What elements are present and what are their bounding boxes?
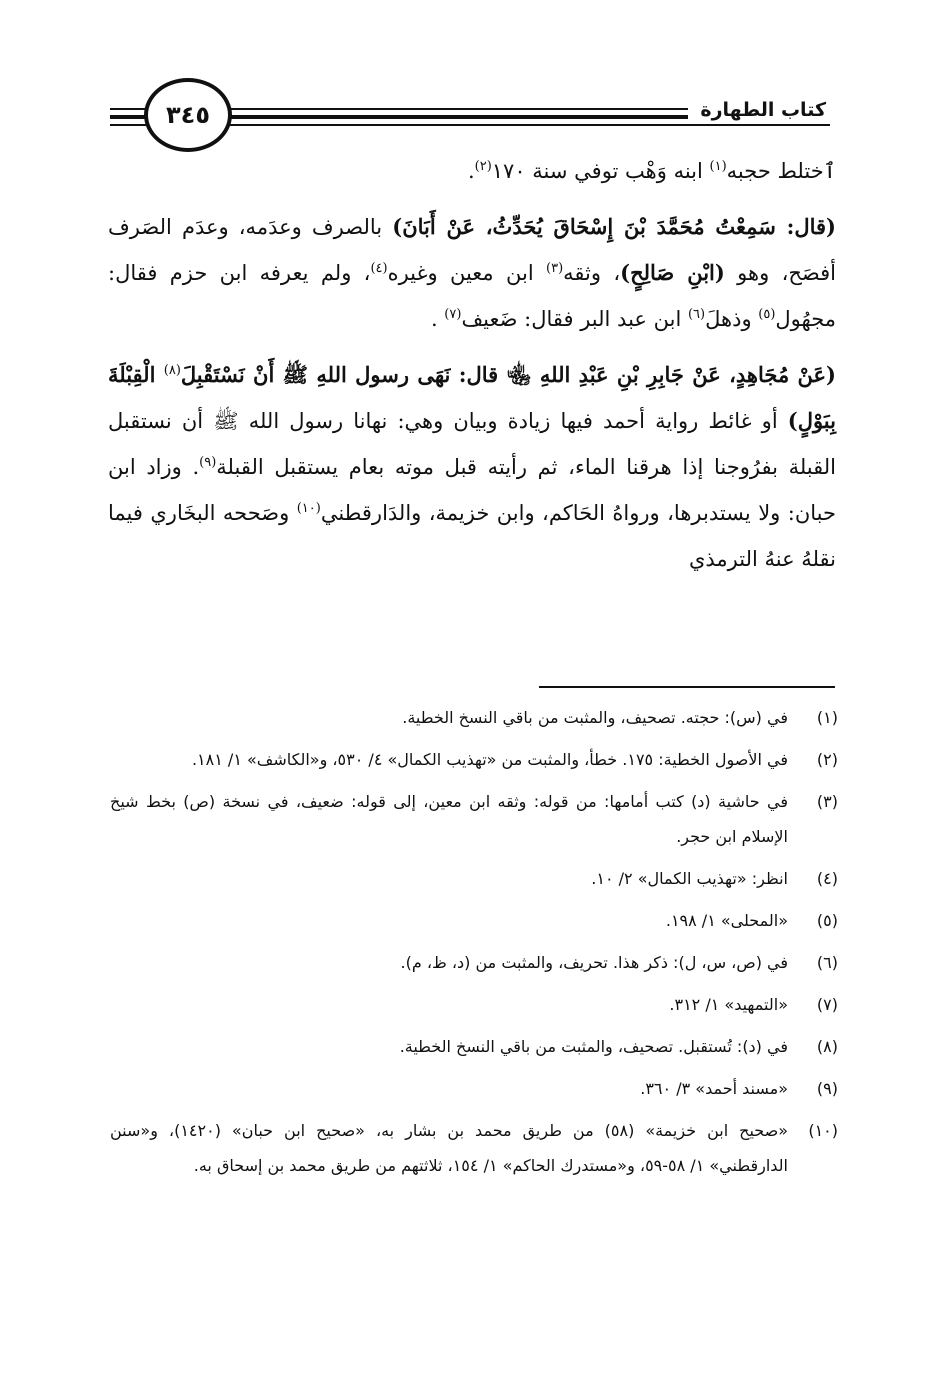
footnote-number: (٥): [816, 911, 838, 930]
main-text: [108, 148, 836, 592]
footnote-marker: (٥): [758, 307, 776, 322]
footnote-number: (٧): [816, 995, 838, 1014]
footnote-number: (٩): [816, 1079, 838, 1098]
footnote-text: في الأصول الخطية: ١٧٥. خطأ، والمثبت من «تهذيب الكمال» ٤/ ٥٣٠، و«الكاشف» ١/ ١٨١.: [191, 750, 788, 769]
footnote-text: في (س): حجته. تصحيف، والمثبت من باقي النسخ الخطية.: [402, 708, 788, 727]
footnote: [110, 1029, 838, 1064]
footnote-marker: (٤): [370, 261, 388, 276]
main-paragraph: [108, 204, 836, 342]
footnote-text: في (د): تُستقبل. تصحيف، والمثبت من باقي النسخ الخطية.: [399, 1037, 788, 1056]
commentary-text: أو غائط رواية أحمد فيها زيادة وبيان وهي: نهانا رسول الله ﷺ أن نستقبل القبلة بفرُوجنا إذا هرقنا الماء، ثم رأيته قبل موته بعام يستقبل القبلة: [108, 409, 836, 479]
main-paragraph: [108, 148, 836, 194]
commentary-text: ٱختلط حجبه: [726, 159, 836, 183]
footnote-text: «التمهيد» ١/ ٣١٢.: [669, 995, 788, 1014]
commentary-text: ابنه وَهْب توفي سنة ١٧٠: [491, 159, 710, 183]
footnote: [110, 742, 838, 777]
footnote: [110, 861, 838, 896]
footnote-text: «المحلى» ١/ ١٩٨.: [665, 911, 788, 930]
footnote: [110, 903, 838, 938]
footnote-number: (٣): [816, 792, 838, 811]
book-title: كتاب الطهارة: [688, 96, 830, 124]
commentary-text: ابن معين وغيره: [387, 261, 547, 285]
footnote: [110, 700, 838, 735]
footnote-number: (٢): [816, 750, 838, 769]
footnote-number: (١): [816, 708, 838, 727]
commentary-text: ، ولم يعرفه ابن حزم فقال: مجهُول: [108, 261, 836, 331]
commentary-text: ، وثقه: [563, 261, 621, 285]
commentary-text: وصَححه البخَاري فيما نقلهُ عنهُ الترمذي: [108, 501, 836, 571]
footnote-marker: (٢): [474, 159, 492, 174]
footnotes: [110, 700, 838, 1190]
commentary-text: .: [467, 159, 475, 183]
footnote-text: «مسند أحمد» ٣/ ٣٦٠.: [640, 1079, 788, 1098]
footnote-number: (١٠): [808, 1121, 838, 1140]
footnote-number: (٤): [816, 869, 838, 888]
hadith-text: (ابْنِ صَالِحٍ): [620, 260, 725, 285]
footnote: [110, 987, 838, 1022]
footnote: [110, 1071, 838, 1106]
footnote-number: (٨): [816, 1037, 838, 1056]
footnote: [110, 1113, 838, 1183]
footnote-number: (٦): [816, 953, 838, 972]
commentary-text: وذهلَ: [705, 307, 759, 331]
commentary-text: . وزاد ابن حبان: ولا يستدبرها، ورواهُ الحَاكم، وابن خزيمة، والدَارقطني: [108, 455, 836, 525]
main-paragraph: [108, 352, 836, 582]
footnote-text: في حاشية (د) كتب أمامها: من قوله: وثقه ابن معين، إلى قوله: ضعيف، في نسخة (ص) بخط شيخ الإسلام ابن حجر.: [110, 792, 788, 846]
footnote: [110, 945, 838, 980]
footnote-marker: (١٠): [296, 501, 321, 516]
footnote-marker: (٣): [546, 261, 564, 276]
running-header: [110, 86, 830, 156]
footnote-text: «صحيح ابن خزيمة» (٥٨) من طريق محمد بن بشار به، «صحيح ابن حبان» (١٤٢٠)، و«سنن الدارقطني» ١/ ٥٨-٥٩، و«مستدرك الحاكم» ١/ ١٥٤، ثلاثتهم من طريق محمد بن إسحاق به.: [110, 1121, 789, 1175]
commentary-text: بالصرف وعدَمه، وعدَم الصَرف أفصَح، وهو: [108, 215, 836, 285]
hadith-text: الْقِبْلَةَ بِبَوْلٍ): [108, 362, 836, 433]
footnote-marker: (٦): [687, 307, 706, 322]
hadith-text: (قال: سَمِعْتُ مُحَمَّدَ بْنَ إِسْحَاقَ يُحَدِّثُ، عَنْ أَبَانَ): [392, 214, 836, 239]
footnote-marker: (٧): [444, 307, 462, 322]
footnote: [110, 784, 838, 854]
page-number: ٣٤٥: [144, 78, 232, 152]
footnote-marker: (١): [709, 159, 727, 174]
footnote-marker: (٨): [163, 363, 181, 378]
footnote-text: انظر: «تهذيب الكمال» ٢/ ١٠.: [591, 869, 788, 888]
footnote-separator: [539, 686, 835, 688]
footnote-text: في (ص، س، ل): ذكر هذا. تحريف، والمثبت من (د، ظ، م).: [400, 953, 788, 972]
commentary-text: ابن عبد البر فقال: ضَعيف: [461, 307, 688, 331]
hadith-text: (عَنْ مُجَاهِدٍ، عَنْ جَابِرِ بْنِ عَبْدِ اللهِ ﵄ قال: نَهَى رسول اللهِ ﷺ أَنْ نَسْتَقْبِلَ: [180, 362, 836, 387]
footnote-marker: (٩): [199, 455, 217, 470]
commentary-text: .: [430, 307, 445, 331]
